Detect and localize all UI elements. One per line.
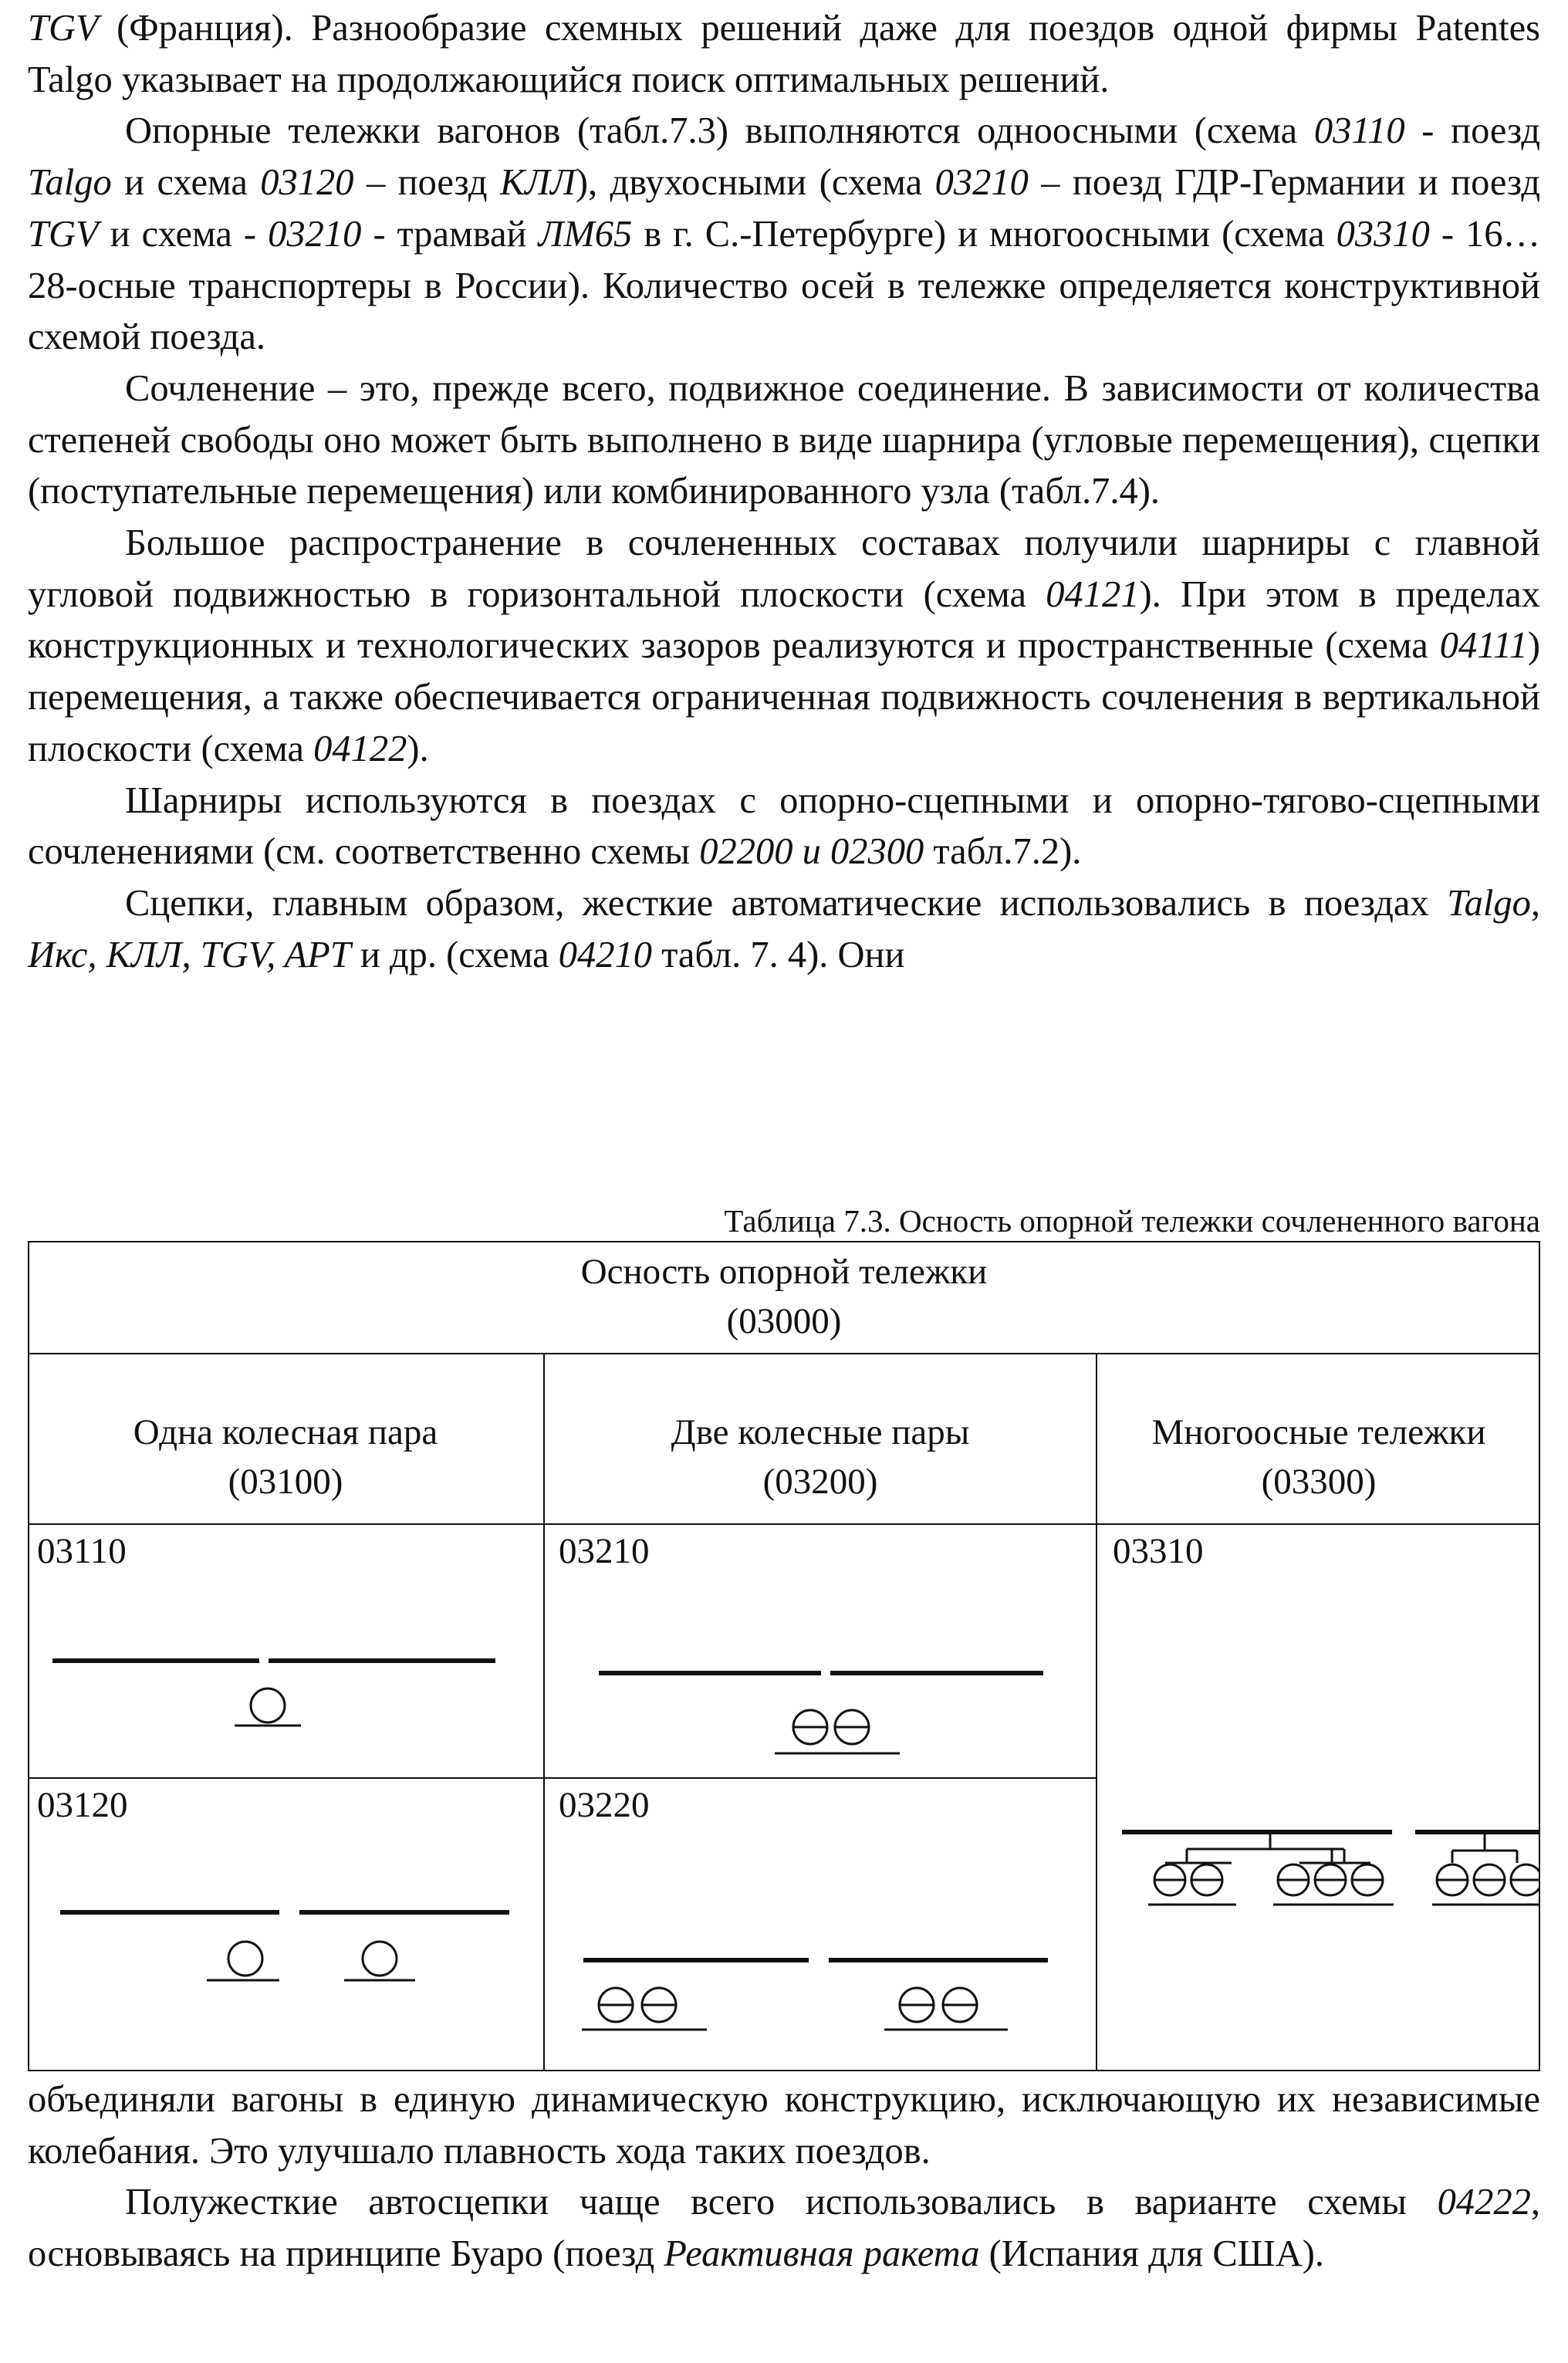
italic-run: TGV: [28, 213, 99, 255]
italic-run: 02200 и 02300: [699, 831, 924, 873]
text-run: табл.7.2).: [924, 831, 1082, 873]
text-run: (Франция). Разнообразие схемных решений даже для поездов одной фирмы Patentes Talgo указывает на продолжающийся поиск оптимальных решений.: [28, 8, 1540, 100]
scheme-code-03210: 03210: [559, 1531, 650, 1571]
italic-run: КЛЛ: [499, 162, 576, 204]
scheme-03310-drawing: [1122, 1832, 1540, 1905]
text-run: и схема -: [98, 213, 269, 255]
scheme-drawings: [28, 1241, 1540, 2071]
paragraph-p5: [28, 776, 1540, 878]
text-run: Опорные тележки вагонов (табл.7.3) выполняются одноосными (схема: [125, 110, 1314, 152]
italic-run: 03110: [1313, 110, 1405, 152]
scheme-03220-drawing: [582, 1960, 1048, 2030]
column-title: Две колесные пары: [671, 1412, 970, 1452]
scheme-03110-drawing: [52, 1661, 495, 1726]
text-run: Шарниры используются в поездах с опорно-сцепными и опорно-тягово-сцепными сочленениями (см. соответственно схемы: [28, 779, 1540, 873]
scheme-03120-drawing: [60, 1912, 509, 1980]
italic-run: 04122: [313, 728, 407, 769]
text-run: Сочленение – это, прежде всего, подвижное соединение. В зависимости от количества степеней свободы оно может быть выполнено в виде шарнира (угловые перемещения), сцепки (поступательные перемещения) или комбинированного узла (табл.7.4).: [28, 367, 1540, 512]
paragraph-p7: [28, 2074, 1540, 2177]
text-run: объединяли вагоны в единую динамическую конструкцию, исключающую их независимые колебания. Это улучшало плавность хода таких поездов.: [28, 2079, 1540, 2172]
column-title: Многоосные тележки: [1151, 1412, 1486, 1452]
scheme-code-03120: 03120: [37, 1785, 128, 1825]
text-run: – поезд ГДР-Германии и поезд: [1028, 162, 1540, 204]
body-text-bottom: [28, 2074, 1540, 2280]
italic-run: 04111: [1439, 625, 1528, 667]
paragraph-p3: [28, 363, 1540, 518]
text-run: ).: [407, 728, 429, 769]
text-run: Сцепки, главным образом, жесткие автоматические использовались в поездах: [125, 882, 1448, 924]
scheme-code-03310: 03310: [1113, 1531, 1204, 1571]
italic-run: 04121: [1046, 573, 1140, 615]
italic-run: 03120: [260, 162, 354, 204]
text-run: табл. 7. 4). Они: [652, 934, 905, 975]
italic-run: 03210: [934, 162, 1029, 204]
text-run: ), двухосными (схема: [575, 162, 935, 204]
table-caption: Таблица 7.3. Осность опорной тележки сочлененного вагона: [724, 1203, 1540, 1239]
table-header-title: Осность опорной тележки: [580, 1252, 988, 1292]
text-run: и схема: [111, 162, 261, 204]
italic-run: Икс, КЛЛ, TGV, APT: [28, 934, 351, 975]
text-run: , основываясь на принципе Буаро (поезд: [28, 2182, 1540, 2275]
text-run: - трамвай: [361, 213, 539, 255]
column-code: (03200): [762, 1462, 878, 1502]
text-run: (Испания для США).: [979, 2233, 1324, 2275]
text-run: ,: [1530, 882, 1540, 924]
italic-run: Реактивная ракета: [664, 2233, 980, 2275]
text-run: Большое распространение в сочлененных составах получили шарниры с главной угловой подвижностью в горизонтальной плоскости (схема: [28, 522, 1540, 615]
italic-run: Talgo: [28, 162, 112, 204]
italic-run: Talgo: [1447, 882, 1531, 924]
paragraph-p6: [28, 878, 1540, 981]
column-code: (03300): [1261, 1462, 1377, 1502]
scheme-code-03220: 03220: [559, 1785, 650, 1825]
text-run: в г. С.-Петербурге) и многоосными (схема: [632, 213, 1337, 255]
italic-run: 04222: [1437, 2182, 1531, 2223]
text-run: ) перемещения, а также обеспечивается ограниченная подвижность сочленения в вертикальной плоскости (схема: [28, 625, 1540, 769]
paragraph-p2: [28, 106, 1540, 363]
table-7-3: [28, 1241, 1540, 2071]
scheme-code-03110: 03110: [37, 1531, 127, 1571]
column-code: (03100): [228, 1462, 343, 1502]
scheme-03210-drawing: [599, 1673, 1043, 1753]
table-header-code: (03000): [726, 1301, 842, 1341]
text-run: и др. (схема: [350, 934, 559, 975]
text-run: – поезд: [353, 162, 500, 204]
paragraph-p4: [28, 518, 1540, 776]
text-run: - поезд: [1404, 110, 1540, 152]
italic-run: 03210: [268, 213, 362, 255]
italic-run: 04210: [558, 934, 653, 975]
body-text-top: [28, 3, 1540, 981]
paragraph-p1: [28, 3, 1540, 106]
italic-run: ЛМ65: [538, 213, 633, 255]
paragraph-p8: [28, 2177, 1540, 2280]
text-run: - 16…28-осные транспортеры в России). Количество осей в тележке определяется конструктивной схемой поезда.: [28, 213, 1541, 358]
text-run: Полужесткие автосцепки чаще всего использовались в варианте схемы: [125, 2182, 1438, 2223]
italic-run: TGV: [28, 8, 99, 49]
italic-run: 03310: [1336, 213, 1430, 255]
text-run: ). При этом в пределах конструкционных и технологических зазоров реализуются и пространственные (схема: [28, 573, 1540, 667]
column-title: Одна колесная пара: [133, 1412, 438, 1452]
